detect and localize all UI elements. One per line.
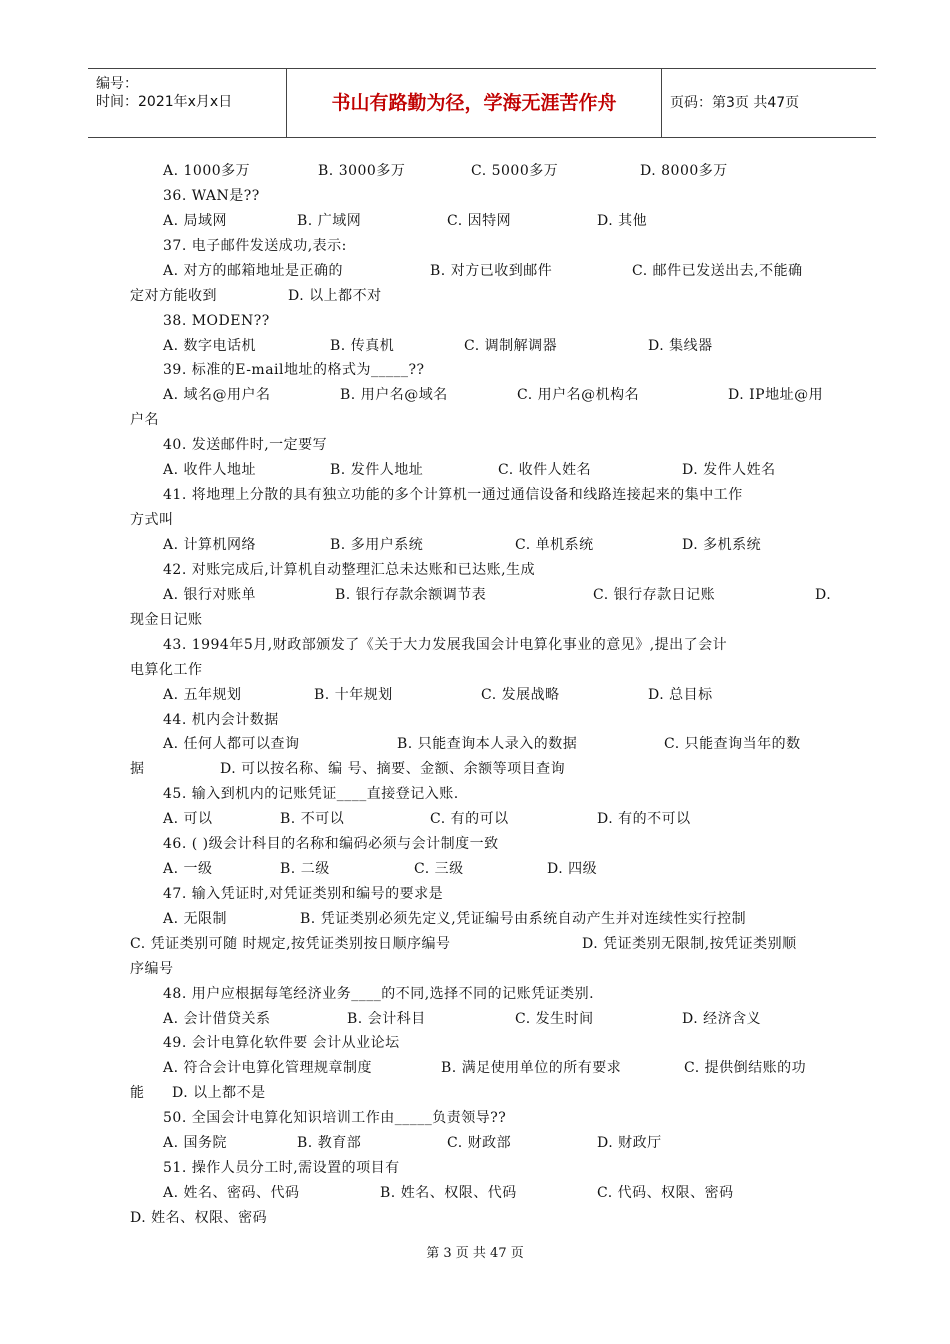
line-segment: B. 3000多万 — [318, 163, 406, 179]
line-segment: B. 发件人地址 — [330, 462, 424, 478]
line-segment: D. 以上都不是 — [172, 1085, 266, 1101]
line-segment: 49. 会计电算化软件要 会计从业论坛 — [163, 1035, 400, 1051]
line-segment: A. 会计借贷关系 — [163, 1011, 271, 1027]
line-segment: B. 对方已收到邮件 — [430, 263, 553, 279]
line-segment: A. 任何人都可以查询 — [163, 736, 300, 752]
line-segment: C. 邮件已发送出去,不能确 — [632, 263, 803, 279]
line-segment: C. 三级 — [414, 861, 464, 877]
line-segment: 方式叫 — [130, 512, 174, 528]
line-segment: 39. 标准的E-mail地址的格式为_____?? — [163, 362, 425, 378]
line-segment: A. 姓名、密码、代码 — [163, 1185, 300, 1201]
line-segment: 户名 — [130, 412, 159, 428]
line-segment: 40. 发送邮件时,一定要写 — [163, 437, 328, 453]
line-segment: C. 用户名@机构名 — [517, 387, 640, 403]
document-code-label: 编号： — [96, 76, 138, 92]
line-segment: 50. 全国会计电算化知识培训工作由_____负责领导?? — [163, 1110, 507, 1126]
line-segment: B. 满足使用单位的所有要求 — [441, 1060, 622, 1076]
line-segment: B. 不可以 — [280, 811, 345, 827]
line-segment: B. 凭证类别必须先定义,凭证编号由系统自动产生并对连续性实行控制 — [300, 911, 747, 927]
line-segment: D. 发件人姓名 — [682, 462, 776, 478]
header-page-number: 页码：第3页 共47页 — [670, 95, 800, 111]
line-segment: D. — [815, 587, 832, 603]
line-segment: C. 代码、权限、密码 — [597, 1185, 734, 1201]
line-segment: A. 数字电话机 — [163, 338, 257, 354]
line-segment: A. 符合会计电算化管理规章制度 — [163, 1060, 373, 1076]
line-segment: D. 其他 — [597, 213, 648, 229]
page-footer: 第 3 页 共 47 页 — [426, 1246, 524, 1261]
line-segment: A. 银行对账单 — [163, 587, 257, 603]
line-segment: 47. 输入凭证时,对凭证类别和编号的要求是 — [163, 886, 444, 902]
line-segment: D. IP地址@用 — [728, 387, 824, 403]
line-segment: C. 5000多万 — [471, 163, 559, 179]
line-segment: A. 局域网 — [163, 213, 228, 229]
line-segment: D. 集线器 — [648, 338, 713, 354]
line-segment: D. 凭证类别无限制,按凭证类别顺 — [582, 936, 797, 952]
line-segment: D. 可以按名称、编 号、摘要、金额、余额等项目查询 — [220, 761, 566, 777]
line-segment: D. 经济含义 — [682, 1011, 762, 1027]
line-segment: 能 — [130, 1085, 145, 1101]
line-segment: 序编号 — [130, 961, 174, 977]
line-segment: 41. 将地理上分散的具有独立功能的多个计算机一通过通信设备和线路连接起来的集中工作 — [163, 487, 743, 503]
header-motto: 书山有路勤为径，学海无涯苦作舟 — [331, 92, 617, 114]
line-segment: C. 因特网 — [447, 213, 512, 229]
line-segment: B. 用户名@域名 — [340, 387, 448, 403]
line-segment: B. 只能查询本人录入的数据 — [397, 736, 578, 752]
line-segment: D. 以上都不对 — [288, 288, 382, 304]
line-segment: C. 调制解调器 — [464, 338, 558, 354]
line-segment: C. 收件人姓名 — [498, 462, 592, 478]
line-segment: C. 有的可以 — [430, 811, 509, 827]
line-segment: 38. MODEN?? — [163, 313, 270, 329]
line-segment: A. 对方的邮箱地址是正确的 — [163, 263, 344, 279]
line-segment: A. 一级 — [163, 861, 213, 877]
line-segment: C. 单机系统 — [515, 537, 594, 553]
line-segment: B. 广域网 — [297, 213, 362, 229]
line-segment: D. 多机系统 — [682, 537, 762, 553]
line-segment: D. 有的不可以 — [597, 811, 691, 827]
line-segment: 45. 输入到机内的记账凭证____直接登记入账. — [163, 786, 459, 802]
line-segment: 定对方能收到 — [130, 288, 217, 304]
line-segment: A. 国务院 — [163, 1135, 228, 1151]
line-segment: 36. WAN是?? — [163, 188, 260, 204]
line-segment: C. 凭证类别可随 时规定,按凭证类别按日顺序编号 — [130, 936, 451, 952]
line-segment: B. 教育部 — [297, 1135, 362, 1151]
line-segment: B. 二级 — [280, 861, 330, 877]
document-time-label: 时间：2021年x月x日 — [96, 94, 233, 110]
line-segment: A. 收件人地址 — [163, 462, 257, 478]
line-segment: D. 四级 — [547, 861, 598, 877]
line-segment: C. 发生时间 — [515, 1011, 594, 1027]
line-segment: C. 发展战略 — [481, 687, 560, 703]
line-segment: A. 五年规划 — [163, 687, 242, 703]
line-segment: C. 提供倒结账的功 — [684, 1060, 807, 1076]
line-segment: 43. 1994年5月,财政部颁发了《关于大力发展我国会计电算化事业的意见》,提出了会计 — [163, 637, 728, 653]
line-segment: 据 — [130, 761, 145, 777]
line-segment: A. 域名@用户名 — [163, 387, 271, 403]
line-segment: 42. 对账完成后,计算机自动整理汇总未达账和已达账,生成 — [163, 562, 536, 578]
line-segment: A. 计算机网络 — [163, 537, 257, 553]
line-segment: 51. 操作人员分工时,需设置的项目有 — [163, 1160, 400, 1176]
line-segment: 电算化工作 — [130, 662, 203, 678]
line-segment: B. 多用户系统 — [330, 537, 424, 553]
line-segment: D. 财政厅 — [597, 1135, 662, 1151]
line-segment: B. 传真机 — [330, 338, 395, 354]
line-segment: A. 可以 — [163, 811, 213, 827]
line-segment: C. 财政部 — [447, 1135, 512, 1151]
line-segment: C. 只能查询当年的数 — [664, 736, 801, 752]
line-segment: D. 8000多万 — [640, 163, 728, 179]
line-segment: D. 总目标 — [648, 687, 713, 703]
line-segment: 48. 用户应根据每笔经济业务____的不同,选择不同的记账凭证类别. — [163, 986, 595, 1002]
line-segment: B. 姓名、权限、代码 — [380, 1185, 517, 1201]
line-segment: 44. 机内会计数据 — [163, 712, 279, 728]
line-segment: D. 姓名、权限、密码 — [130, 1210, 268, 1226]
line-segment: C. 银行存款日记账 — [593, 587, 716, 603]
line-segment: 现金日记账 — [130, 612, 203, 628]
line-segment: B. 银行存款余额调节表 — [335, 587, 487, 603]
line-segment: A. 1000多万 — [163, 163, 251, 179]
line-segment: 37. 电子邮件发送成功,表示: — [163, 238, 347, 254]
line-segment: 46. ( )级会计科目的名称和编码必须与会计制度一致 — [163, 836, 499, 852]
line-segment: A. 无限制 — [163, 911, 228, 927]
line-segment: B. 会计科目 — [347, 1011, 426, 1027]
line-segment: B. 十年规划 — [314, 687, 393, 703]
